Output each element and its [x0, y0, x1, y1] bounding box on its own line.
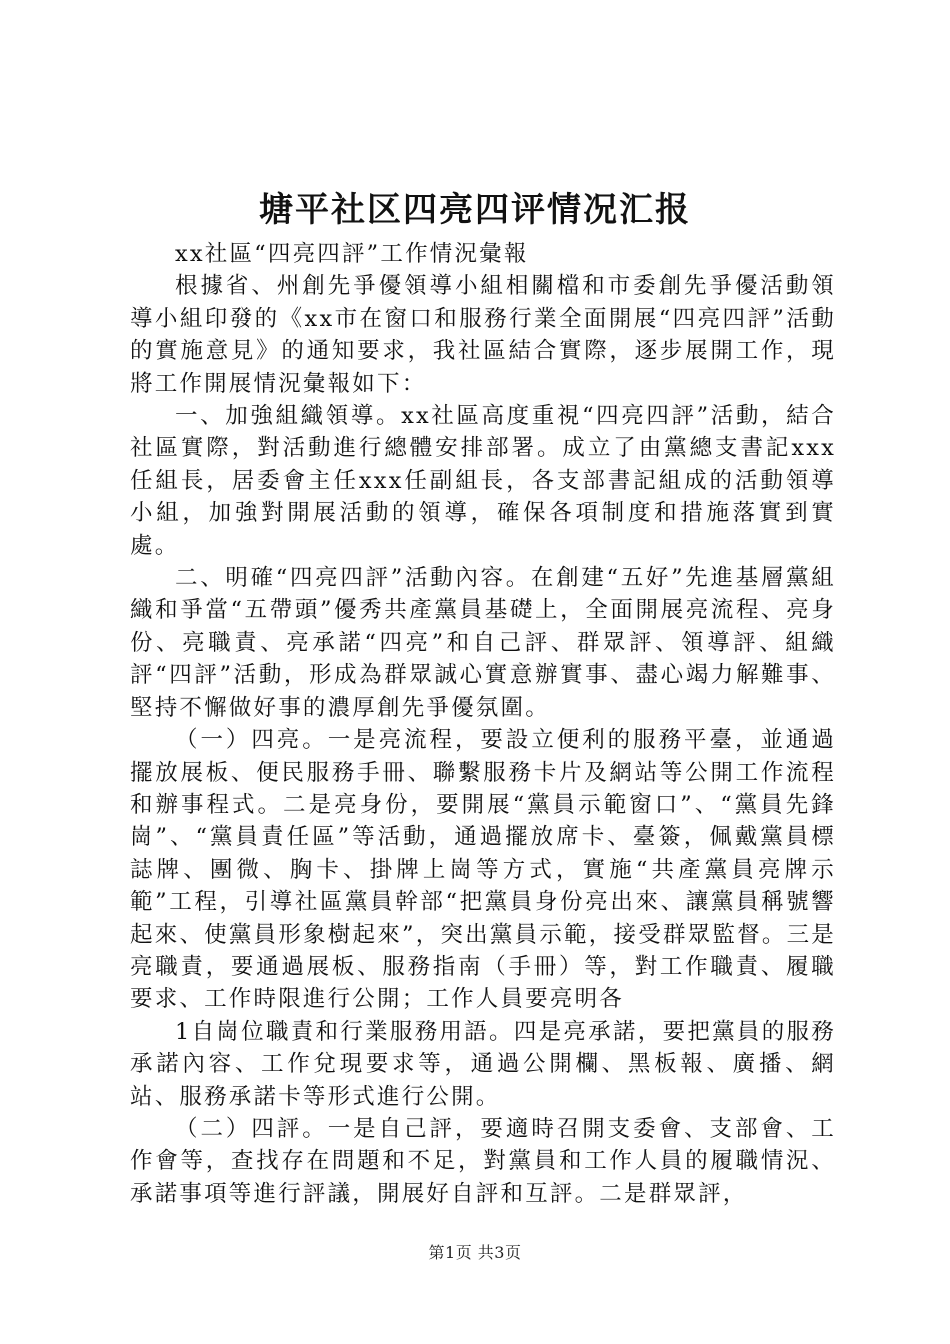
paragraph-continued: 1自崗位職責和行業服務用語。四是亮承諾，要把黨員的服務承諾內容、工作兌現要求等，通過公開欄、黑板報、廣播、網站、服務承諾卡等形式進行公開。: [130, 1018, 836, 1110]
page-footer: 第1页 共3页: [428, 1243, 522, 1262]
document-body: [130, 238, 836, 1210]
paragraph-four-ping: （二）四評。一是自己評，要適時召開支委會、支部會、工作會等，查找存在問題和不足，對黨員和工作人員的履職情況、承諾事項等進行評議，開展好自評和互評。二是群眾評，: [130, 1115, 836, 1207]
paragraph-organization: 一、加強組織領導。xx社區高度重視“四亮四評”活動，結合社區實際，對活動進行總體安排部署。成立了由黨總支書記xxx任組長，居委會主任xxx任副組長，各支部書記組成的活動領導小組，加強對開展活動的領導，確保各項制度和措施落實到實處。: [130, 403, 836, 559]
paragraph-content: 二、明確“四亮四評”活動內容。在創建“五好”先進基層黨組織和爭當“五帶頭”優秀共產黨員基礎上，全面開展亮流程、亮身份、亮職責、亮承諾“四亮”和自己評、群眾評、領導評、組織評“四評”活動，形成為群眾誠心實意辦實事、盡心竭力解難事、堅持不懈做好事的濃厚創先爭優氛圍。: [130, 565, 836, 721]
paragraph-four-liang: （一）四亮。一是亮流程，要設立便利的服務平臺，並通過擺放展板、便民服務手冊、聯繫服務卡片及網站等公開工作流程和辦事程式。二是亮身份，要開展“黨員示範窗口”、“黨員先鋒崗”、“黨員責任區”等活動，通過擺放席卡、臺簽，佩戴黨員標誌牌、團微、胸卡、掛牌上崗等方式，實施“共產黨員亮牌示範”工程，引導社區黨員幹部“把黨員身份亮出來、讓黨員稱號響起來、使黨員形象樹起來”，突出黨員示範，接受群眾監督。三是亮職責，要通過展板、服務指南（手冊）等，對工作職責、履職要求、工作時限進行公開；工作人員要亮明各: [130, 727, 836, 1013]
document-subtitle: xx社區“四亮四評”工作情況彙報: [175, 241, 529, 267]
paragraph-intro: 根據省、州創先爭優領導小組相關檔和市委創先爭優活動領導小組印發的《xx市在窗口和服務行業全面開展“四亮四評”活動的實施意見》的通知要求，我社區結合實際，逐步展開工作，現將工作開展情況彙報如下：: [130, 273, 836, 397]
document-title: 塘平社区四亮四评情况汇报: [259, 190, 691, 230]
